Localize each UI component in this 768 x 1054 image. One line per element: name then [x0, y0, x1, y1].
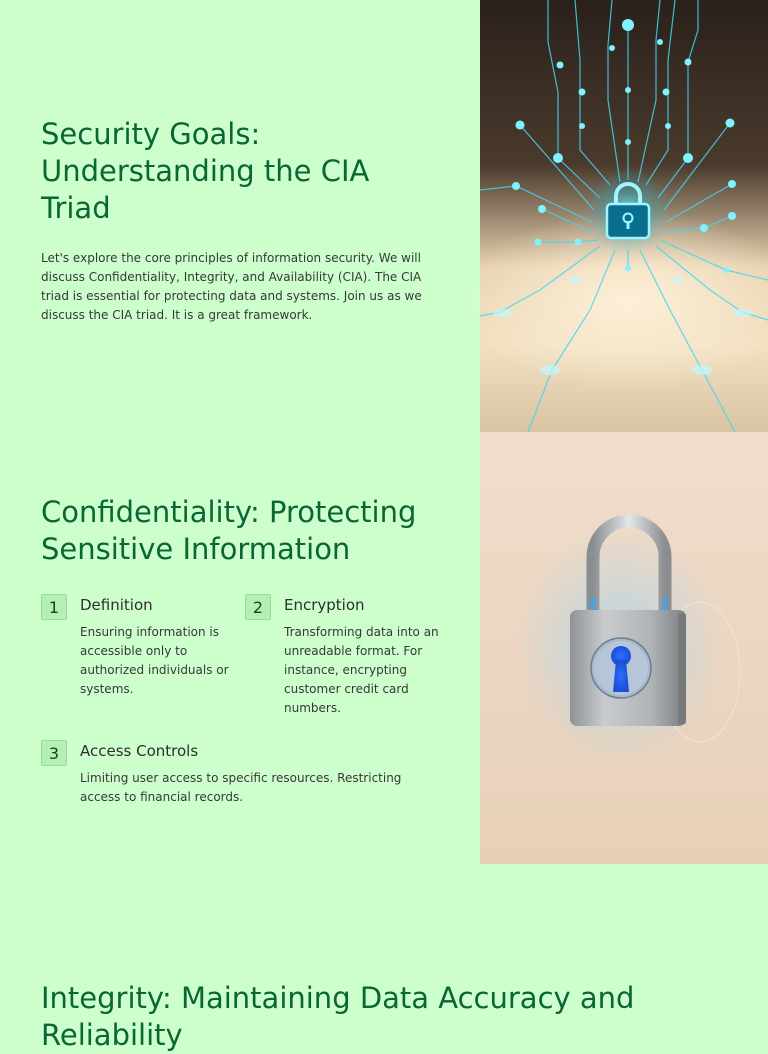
integrity-text — [41, 980, 741, 1054]
confidentiality-title: Confidentiality: Protecting Sensitive Information — [41, 495, 417, 566]
padlock-illustration — [480, 432, 768, 864]
feature-title: Encryption — [284, 596, 365, 614]
cia-triad-intro: Let's explore the core principles of information security. We will discuss Confidentiality, Integrity, and Availability (CIA). The CIA triad is essential for protecting data and systems. Join us as we discuss the CIA triad. It is a great framework. — [41, 251, 422, 322]
feature-description: Ensuring information is accessible only to authorized individuals or systems. — [80, 625, 229, 696]
feature-title: Access Controls — [80, 742, 199, 760]
digital-lock-illustration — [480, 0, 768, 432]
feature-number-badge: 3 — [41, 740, 67, 766]
feature-number-badge: 2 — [245, 594, 271, 620]
cia-triad-section — [0, 0, 768, 432]
cia-triad-title: Security Goals: Understanding the CIA Triad — [41, 117, 370, 225]
digital-lock-circuit-image — [480, 0, 768, 432]
feature-title: Definition — [80, 596, 153, 614]
feature-description: Limiting user access to specific resources. Restricting access to financial records. — [80, 771, 402, 804]
feature-item-access-controls — [41, 740, 441, 820]
metal-padlock-image — [480, 432, 768, 864]
confidentiality-feature-list — [41, 594, 441, 834]
confidentiality-section — [0, 432, 768, 864]
feature-description: Transforming data into an unreadable format. For instance, encrypting customer credit card numbers. — [284, 625, 439, 715]
feature-number-badge: 1 — [41, 594, 67, 620]
feature-item-definition — [41, 594, 231, 734]
feature-item-encryption — [245, 594, 441, 734]
integrity-title: Integrity: Maintaining Data Accuracy and Reliability — [41, 981, 635, 1052]
cia-triad-text — [41, 116, 441, 325]
confidentiality-text — [41, 494, 441, 568]
integrity-section — [0, 864, 768, 1052]
